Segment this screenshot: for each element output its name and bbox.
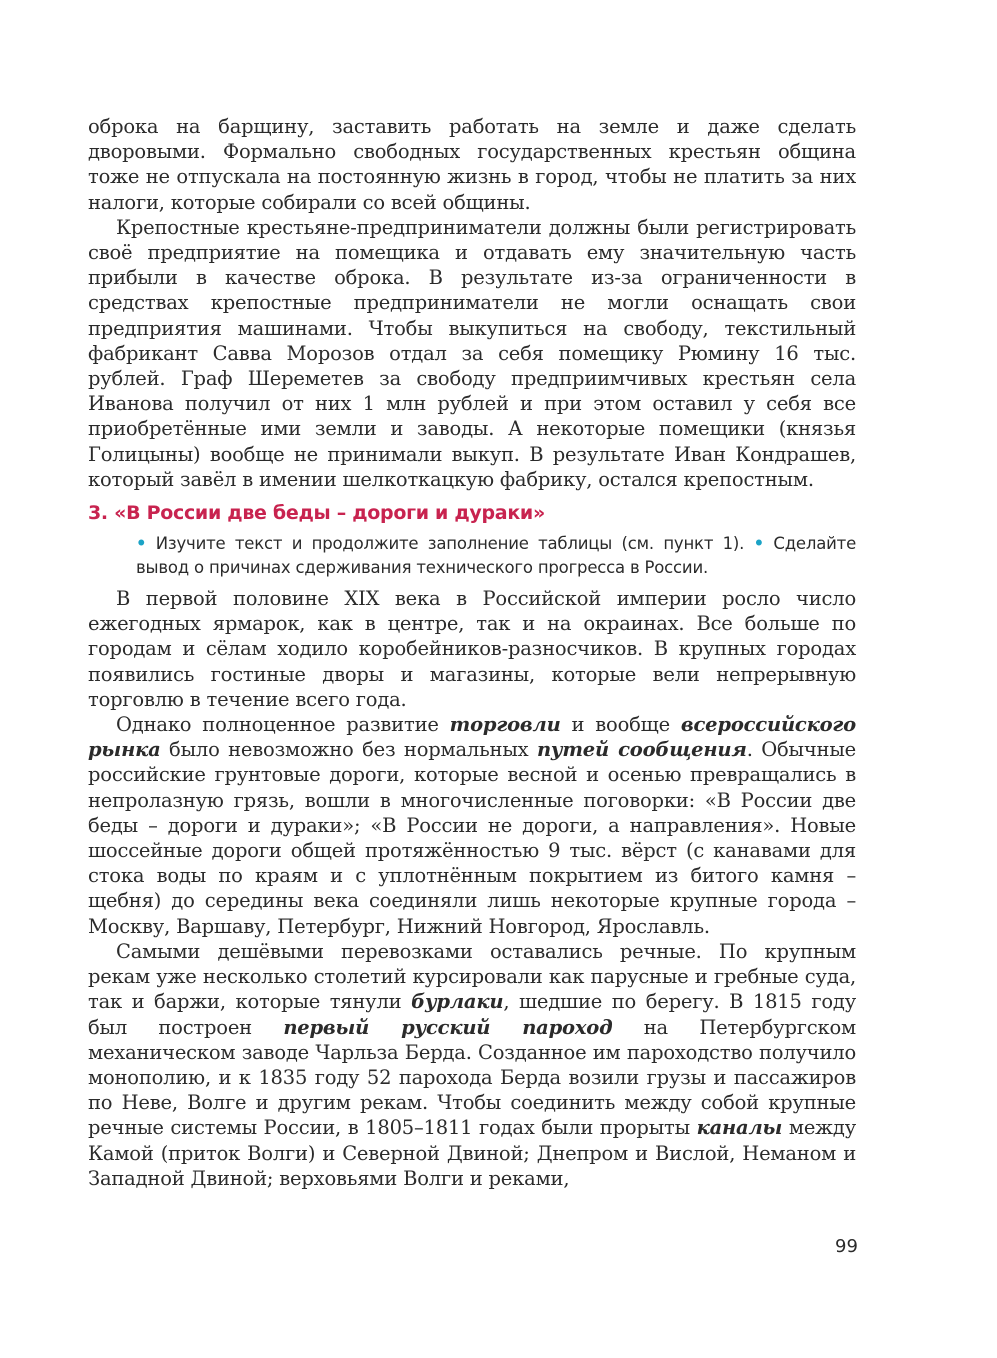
page-number: 99 bbox=[835, 1236, 858, 1257]
term-routes: путей сообщения bbox=[536, 738, 747, 762]
text-run: на Петербургском механическом заводе Чарльза Берда. Созданное им пароходство получило монополию, и к 1835 году 52 парохода Берда возили грузы и пассажиров по Неве, Волге и другим рекам. Чтобы соединить между собой крупные речные системы России, в 1805–1811 годах были прорыты bbox=[88, 1015, 856, 1140]
section-heading: 3. «В России две беды – дороги и дураки» bbox=[88, 502, 545, 525]
paragraph-roads bbox=[88, 712, 856, 939]
text-run: Самыми дешёвыми перевозками оставались речные. По крупным рекам уже несколько столетий курсировали как парусные и гребные суда, так и баржи, которые тянули bbox=[88, 939, 856, 1014]
bullet-icon: • bbox=[136, 534, 147, 554]
textbook-page bbox=[88, 114, 856, 1191]
term-trade: торговли bbox=[449, 713, 561, 737]
text-run: Однако полноценное развитие bbox=[116, 713, 450, 737]
term-burlaki: бурлаки bbox=[411, 990, 504, 1014]
term-all-russian-market: всероссийского рынка bbox=[88, 713, 856, 762]
text-run: . Обычные российские грунтовые дороги, которые весной и осенью превращались в непролазную грязь, вошли в многочисленные поговорки: «В России две беды – дороги и дураки»; «В России не дороги, а направления». Новые шоссейные дороги общей протяжённостью 9 тыс. вёрст (с канавами для стока воды по краям и с уплотнённым покрытием из битого камня – щебня) до середины века соединяли лишь некоторые крупные города – Москву, Варшаву, Петербург, Нижний Новгород, Ярославль. bbox=[88, 738, 856, 938]
task-item-1: Изучите текст и продолжите заполнение таблицы (см. пункт 1). bbox=[155, 534, 745, 554]
term-first-steamship: первый русский пароход bbox=[283, 1015, 613, 1039]
paragraph-intro-2: Крепостные крестьяне-предприниматели должны были регистрировать своё предприятие на помещика и отдавать ему значительную часть прибыли в качестве оброка. В результате из-за ограниченности в средствах крепостные предприниматели не могли оснащать свои предприятия машинами. Чтобы выкупиться на свободу, текстильный фабрикант Савва Морозов отдал за себя помещику Рюмину 16 тыс. рублей. Граф Шереметев за свободу предприимчивых крестьян села Иванова получил от них 1 млн рублей и при этом оставил у себя все приобретённые ими земли и заводы. А некоторые помещики (князья Голицыны) вообще не принимали выкуп. В результате Иван Кондрашев, который завёл в имении шелкоткацкую фабрику, остался крепостным. bbox=[88, 215, 856, 491]
paragraph-intro-1: оброка на барщину, заставить работать на земле и даже сделать дворовыми. Формально свободных государственных крестьян община тоже не отпускала на постоянную жизнь в город, чтобы не платить за них налоги, которые собирали со всей общины. bbox=[88, 115, 856, 214]
text-run: было невозможно без нормальных bbox=[160, 738, 537, 762]
task-item-2: Сделайте вывод о причинах сдерживания технического прогресса в России. bbox=[136, 534, 857, 578]
text-run: между Камой (приток Волги) и Северной Двиной; Днепром и Вислой, Неманом и Западной Двиной; верховьями Волги и реками, bbox=[88, 1116, 856, 1190]
term-canals: каналы bbox=[696, 1116, 783, 1140]
text-run: и вообще bbox=[560, 713, 681, 737]
task-block bbox=[136, 532, 856, 580]
paragraph-rivers bbox=[88, 939, 856, 1191]
text-run: , шедшие по берегу. В 1815 году был построен bbox=[88, 990, 856, 1039]
bullet-icon: • bbox=[753, 534, 764, 554]
paragraph-trade: В первой половине XIX века в Российской империи росло число ежегодных ярмарок, как в центре, так и на окраинах. Все больше по городам и сёлам ходило коробейников-разносчиков. В крупных городах появились гостиные дворы и магазины, которые вели непрерывную торговлю в течение всего года. bbox=[88, 587, 856, 711]
